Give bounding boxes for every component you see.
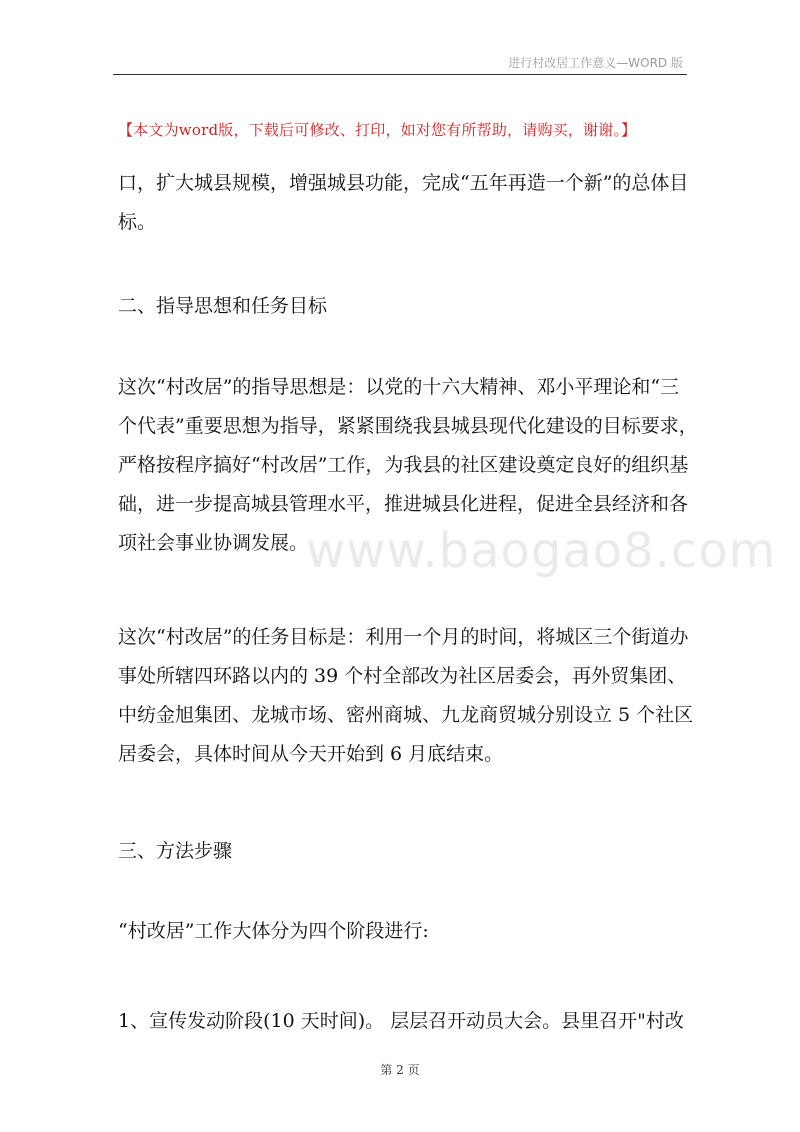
section-heading-2 (118, 287, 688, 326)
text-line: 项社会事业协调发展。 (118, 532, 309, 554)
paragraph-intro (118, 164, 688, 242)
watermark: www.baogao8.com (306, 523, 777, 579)
text-line: 标。 (118, 211, 157, 233)
paragraph-stage-1 (118, 1002, 688, 1041)
text-line: 个代表”重要思想为指导，紧紧围绕我县城县现代化建设的目标要求， (118, 415, 698, 437)
text-line: 口，扩大城县规模，增强城县功能，完成“五年再造一个新”的总体目 (118, 172, 689, 194)
heading-text: 三、方法步骤 (118, 840, 233, 862)
text-line: 这次“村改居”的指导思想是：以党的十六大精神、邓小平理论和“三 (118, 376, 680, 398)
text-line: 这次“村改居”的任务目标是：利用一个月的时间，将城区三个街道办 (118, 626, 689, 648)
text-line: 严格按程序搞好“村改居”工作，为我县的社区建设奠定良好的组织基 (118, 454, 689, 476)
text-line: 中纺金旭集团、龙城市场、密州商城、九龙商贸城分别设立 5 个社区 (118, 704, 694, 726)
paragraph-stages-intro (118, 912, 688, 951)
paragraph-guiding-ideology (118, 368, 698, 563)
text-line: “村改居”工作大体分为四个阶段进行: (118, 920, 429, 942)
header-divider (113, 74, 687, 75)
heading-text: 二、指导思想和任务目标 (118, 295, 328, 317)
section-heading-3 (118, 832, 688, 871)
running-header: 进行村改居工作意义—WORD 版 (508, 56, 683, 70)
text-line: 居委会，具体时间从今天开始到 6 月底结束。 (118, 743, 504, 765)
text-line: 础，进一步提高城县管理水平，推进城县化进程，促进全县经济和各 (118, 493, 689, 515)
purchase-notice: 【本文为word版，下载后可修改、打印，如对您有所帮助，请购买，谢谢。】 (118, 121, 637, 139)
paragraph-task-goals (118, 618, 694, 774)
page-number: 第 2 页 (380, 1063, 420, 1077)
text-line: 事处所辖四环路以内的 39 个村全部改为社区居委会，再外贸集团、 (118, 665, 687, 687)
text-line: 1、宣传发动阶段(10 天时间)。 层层召开动员大会。县里召开"村改 (118, 1010, 684, 1032)
